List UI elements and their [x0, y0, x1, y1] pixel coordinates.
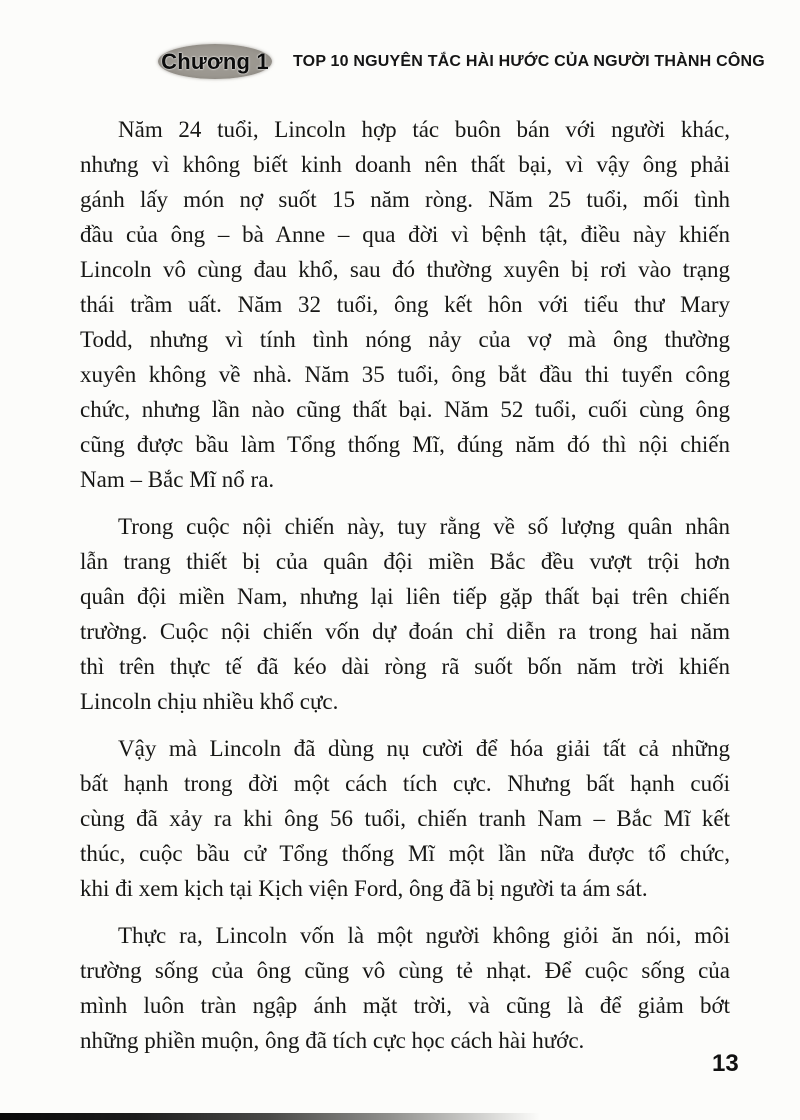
chapter-badge-label: Chương 1 — [161, 48, 269, 74]
text-line: chức, nhưng lần nào cũng thất bại. Năm 52 tuổi, cuối cùng ông — [80, 397, 730, 422]
page-number: 13 — [712, 1050, 739, 1077]
paragraph — [80, 918, 730, 1058]
page-header — [158, 44, 765, 79]
text-line: cũng được bầu làm Tổng thống Mĩ, đúng năm đó thì nội chiến — [80, 432, 730, 457]
text-line: Thực ra, Lincoln vốn là một người không giỏi ăn nói, môi — [118, 923, 730, 948]
text-line: Trong cuộc nội chiến này, tuy rằng về số lượng quân nhân — [118, 514, 730, 539]
text-line: thái trầm uất. Năm 32 tuổi, ông kết hôn với tiểu thư Mary — [80, 292, 730, 317]
text-line: thúc, cuộc bầu cử Tổng thống Mĩ một lần nữa được tổ chức, — [80, 841, 730, 866]
text-line: mình luôn tràn ngập ánh mặt trời, và cũng là để giảm bớt — [80, 993, 730, 1018]
paragraph — [80, 731, 730, 906]
text-line: đầu của ông – bà Anne – qua đời vì bệnh tật, điều này khiến — [80, 222, 730, 247]
body-text — [80, 112, 730, 1070]
text-line: Vậy mà Lincoln đã dùng nụ cười để hóa giải tất cả những — [118, 736, 730, 761]
text-line: gánh lấy món nợ suốt 15 năm ròng. Năm 25 tuổi, mối tình — [80, 187, 730, 212]
text-line: khi đi xem kịch tại Kịch viện Ford, ông đã bị người ta ám sát. — [80, 876, 648, 901]
text-line: xuyên không về nhà. Năm 35 tuổi, ông bắt đầu thi tuyển công — [80, 362, 730, 387]
text-line: trường. Cuộc nội chiến vốn dự đoán chỉ diễn ra trong hai năm — [80, 619, 730, 644]
text-line: bất hạnh trong đời một cách tích cực. Nhưng bất hạnh cuối — [80, 771, 730, 796]
text-line: trường sống của ông cũng vô cùng tẻ nhạt. Để cuộc sống của — [80, 958, 730, 983]
text-line: lẫn trang thiết bị của quân đội miền Bắc đều vượt trội hơn — [80, 549, 730, 574]
text-line: Nam – Bắc Mĩ nổ ra. — [80, 467, 275, 492]
text-line: Todd, nhưng vì tính tình nóng nảy của vợ mà ông thường — [80, 327, 730, 352]
text-line: cùng đã xảy ra khi ông 56 tuổi, chiến tranh Nam – Bắc Mĩ kết — [80, 806, 730, 831]
paragraph — [80, 112, 730, 497]
text-line: nhưng vì không biết kinh doanh nên thất bại, vì vậy ông phải — [80, 152, 730, 177]
scan-artifact-strip — [0, 1113, 540, 1120]
text-line: Lincoln chịu nhiều khổ cực. — [80, 689, 339, 714]
paragraph — [80, 509, 730, 719]
text-line: thì trên thực tế đã kéo dài ròng rã suốt bốn năm trời khiến — [80, 654, 730, 679]
chapter-badge — [158, 44, 272, 79]
text-line: những phiền muộn, ông đã tích cực học cách hài hước. — [80, 1028, 585, 1053]
chapter-title: TOP 10 NGUYÊN TẮC HÀI HƯỚC CỦA NGƯỜI THÀNH CÔNG — [293, 52, 765, 70]
text-line: quân đội miền Nam, nhưng lại liên tiếp gặp thất bại trên chiến — [80, 584, 730, 609]
text-line: Năm 24 tuổi, Lincoln hợp tác buôn bán với người khác, — [118, 117, 730, 142]
text-line: Lincoln vô cùng đau khổ, sau đó thường xuyên bị rơi vào trạng — [80, 257, 730, 282]
